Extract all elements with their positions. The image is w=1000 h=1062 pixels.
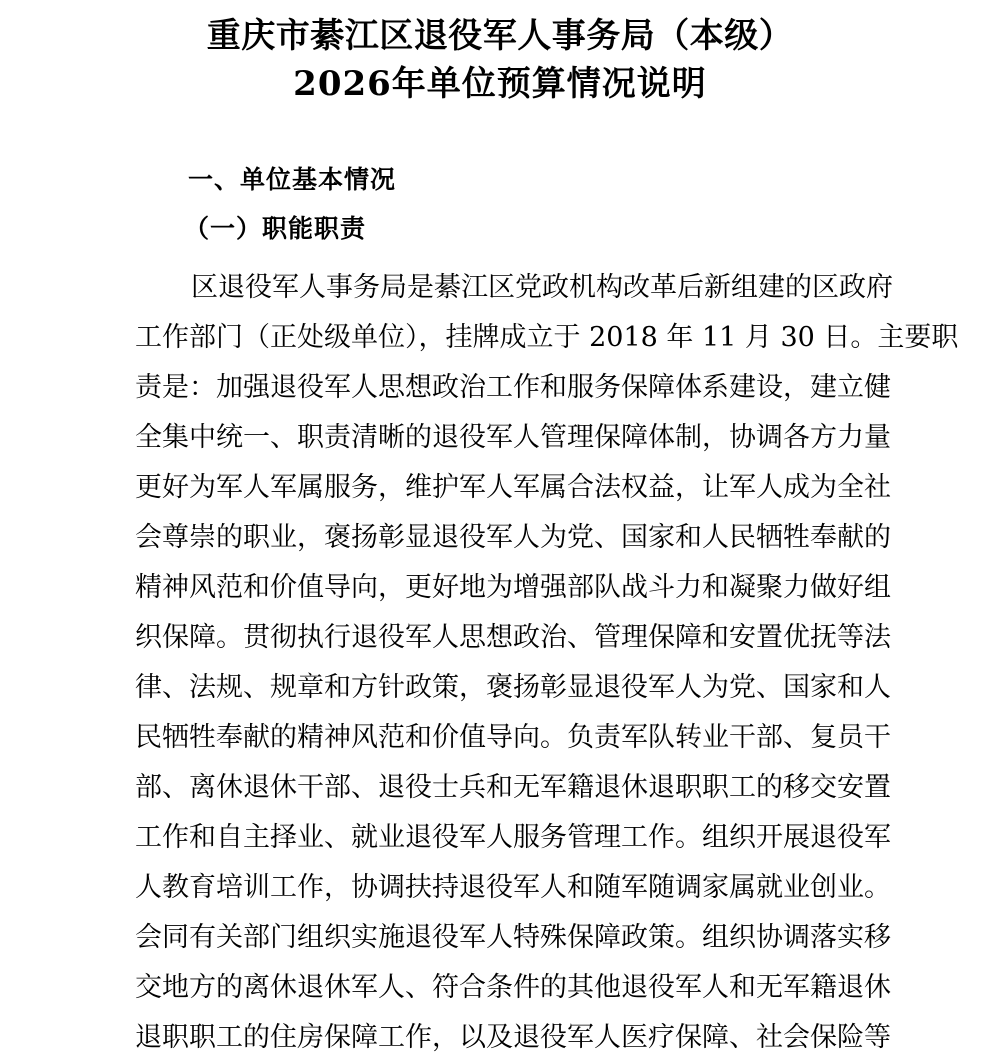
body-line: 工作和自主择业、就业退役军人服务管理工作。组织开展退役军 <box>135 822 891 853</box>
title-line-1: 重庆市綦江区退役军人事务局（本级） <box>206 16 794 56</box>
body-line: 部、离休退休干部、退役士兵和无军籍退休退职职工的移交安置 <box>135 772 891 803</box>
title-line-2: 2026年单位预算情况说明 <box>293 64 707 104</box>
page-title <box>0 0 1000 108</box>
subsection-heading-functions-duties: （一）职能职责 <box>184 214 367 243</box>
body-line: 工作部门（正处级单位），挂牌成立于 2018 年 11 月 30 日。主要职 <box>135 322 959 353</box>
body-line: 交地方的离休退休军人、符合条件的其他退役军人和无军籍退休 <box>135 972 891 1003</box>
body-line: 会尊崇的职业，褒扬彰显退役军人为党、国家和人民牺牲奉献的 <box>135 522 891 553</box>
body-line: 精神风范和价值导向，更好地为增强部队战斗力和凝聚力做好组 <box>135 572 891 603</box>
body-line: 律、法规、规章和方针政策，褒扬彰显退役军人为党、国家和人 <box>135 672 891 703</box>
body-line: 人教育培训工作，协调扶持退役军人和随军随调家属就业创业。 <box>135 872 891 903</box>
body-line: 退职职工的住房保障工作，以及退役军人医疗保障、社会保险等 <box>135 1022 891 1053</box>
body-line: 更好为军人军属服务，维护军人军属合法权益，让军人成为全社 <box>135 472 891 503</box>
body-paragraph <box>135 263 959 1062</box>
body-line: 民牺牲奉献的精神风范和价值导向。负责军队转业干部、复员干 <box>135 722 891 753</box>
section-heading-unit-basic-info: 一、单位基本情况 <box>188 165 397 194</box>
body-line: 织保障。贯彻执行退役军人思想政治、管理保障和安置优抚等法 <box>135 622 891 653</box>
body-line: 全集中统一、职责清晰的退役军人管理保障体制，协调各方力量 <box>135 422 891 453</box>
body-line: 责是：加强退役军人思想政治工作和服务保障体系建设，建立健 <box>135 372 891 403</box>
body-line: 区退役军人事务局是綦江区党政机构改革后新组建的区政府 <box>191 272 893 303</box>
body-line: 会同有关部门组织实施退役军人特殊保障政策。组织协调落实移 <box>135 922 891 953</box>
